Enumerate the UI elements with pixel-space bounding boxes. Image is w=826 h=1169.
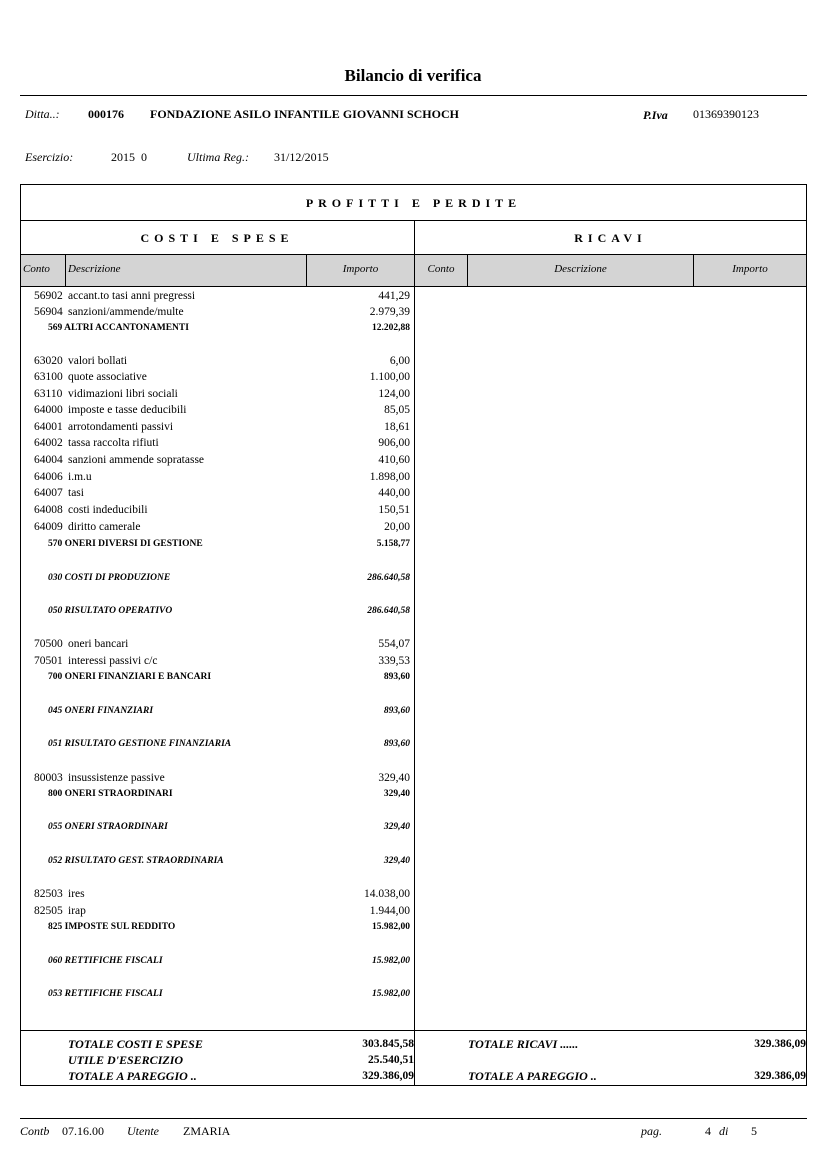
ricavi-title: RICAVI bbox=[574, 231, 647, 245]
subtotal-row bbox=[34, 919, 418, 935]
ultima-reg-label: Ultima Reg.: bbox=[187, 150, 249, 164]
footer-divider bbox=[20, 1118, 807, 1119]
account-code: 64006 bbox=[34, 471, 63, 483]
subtotal-row bbox=[34, 669, 418, 685]
account-code: 82503 bbox=[34, 888, 63, 900]
account-description: 053 RETTIFICHE FISCALI bbox=[48, 989, 163, 999]
account-amount: 150,51 bbox=[378, 504, 410, 516]
account-amount: 15.982,00 bbox=[372, 989, 410, 999]
utente-value: ZMARIA bbox=[183, 1124, 231, 1138]
account-amount: 329,40 bbox=[378, 772, 410, 784]
account-amount: 5.158,77 bbox=[376, 539, 410, 549]
subtotal-row bbox=[34, 786, 418, 802]
col-sep bbox=[65, 254, 66, 286]
utente-label: Utente bbox=[127, 1124, 159, 1138]
account-description: oneri bancari bbox=[68, 638, 129, 650]
header-bottom-line bbox=[20, 286, 807, 287]
group-total-row bbox=[34, 570, 418, 586]
account-amount: 329,40 bbox=[383, 856, 410, 866]
account-amount: 286.640,58 bbox=[367, 573, 410, 583]
account-amount: 1.944,00 bbox=[369, 905, 410, 917]
ultima-reg-value: 31/12/2015 bbox=[274, 150, 329, 164]
pareggio-right-value: 329.386,09 bbox=[754, 1070, 806, 1082]
totale-ricavi-value: 329.386,09 bbox=[754, 1038, 806, 1050]
group-total-row bbox=[34, 736, 418, 752]
account-description: costi indeducibili bbox=[68, 504, 148, 516]
ditta-code: 000176 bbox=[88, 107, 124, 121]
group-total-row bbox=[34, 819, 418, 835]
account-amount: 339,53 bbox=[378, 655, 410, 667]
totale-ricavi-label: TOTALE RICAVI ...... bbox=[468, 1037, 579, 1051]
account-amount: 554,07 bbox=[378, 638, 410, 650]
account-amount: 893,60 bbox=[383, 706, 410, 716]
account-description: interessi passivi c/c bbox=[68, 655, 158, 667]
account-amount: 14.038,00 bbox=[364, 888, 410, 900]
account-description: 800 ONERI STRAORDINARI bbox=[48, 789, 173, 799]
di-label: di bbox=[719, 1124, 729, 1138]
pareggio-left-label: TOTALE A PAREGGIO .. bbox=[68, 1069, 197, 1083]
account-description: ires bbox=[68, 888, 85, 900]
contb-label: Contb bbox=[20, 1124, 50, 1138]
account-row bbox=[34, 886, 418, 902]
account-row bbox=[34, 419, 418, 435]
account-amount: 329,40 bbox=[383, 822, 410, 832]
col-descrizione-left: Descrizione bbox=[66, 255, 306, 286]
account-description: valori bollati bbox=[68, 355, 128, 367]
account-amount: 1.898,00 bbox=[369, 471, 410, 483]
account-code: 64007 bbox=[34, 487, 63, 499]
account-amount: 20,00 bbox=[384, 521, 410, 533]
account-row bbox=[34, 402, 418, 418]
account-amount: 18,61 bbox=[384, 421, 410, 433]
col-sep bbox=[467, 254, 468, 286]
account-description: tassa raccolta rifiuti bbox=[68, 437, 159, 449]
account-description: 030 COSTI DI PRODUZIONE bbox=[48, 573, 171, 583]
account-description: insussistenze passive bbox=[68, 772, 165, 784]
subtotal-row bbox=[34, 320, 418, 336]
page-title: Bilancio di verifica bbox=[344, 66, 482, 85]
account-code: 64008 bbox=[34, 504, 63, 516]
account-code: 63110 bbox=[34, 388, 63, 400]
account-description: imposte e tasse deducibili bbox=[68, 404, 187, 416]
account-code: 80003 bbox=[34, 772, 63, 784]
col-sep bbox=[306, 254, 307, 286]
esercizio-value: 2015 0 bbox=[111, 150, 147, 164]
section-title: PROFITTI E PERDITE bbox=[305, 196, 522, 210]
account-code: 64009 bbox=[34, 521, 63, 533]
col-sep bbox=[693, 254, 694, 286]
account-description: 055 ONERI STRAORDINARI bbox=[48, 822, 168, 832]
account-amount: 893,60 bbox=[383, 672, 410, 682]
account-row bbox=[34, 770, 418, 786]
account-description: 825 IMPOSTE SUL REDDITO bbox=[48, 922, 176, 932]
account-code: 56902 bbox=[34, 290, 63, 302]
account-row bbox=[34, 288, 418, 304]
account-code: 64000 bbox=[34, 404, 63, 416]
esercizio-label: Esercizio: bbox=[25, 150, 74, 164]
account-amount: 410,60 bbox=[378, 454, 410, 466]
account-row bbox=[34, 519, 418, 535]
account-description: accant.to tasi anni pregressi bbox=[68, 290, 196, 302]
utile-value: 25.540,51 bbox=[368, 1054, 414, 1066]
account-description: vidimazioni libri sociali bbox=[68, 388, 178, 400]
account-description: 570 ONERI DIVERSI DI GESTIONE bbox=[48, 539, 203, 549]
account-amount: 85,05 bbox=[384, 404, 410, 416]
account-amount: 286.640,58 bbox=[367, 606, 410, 616]
account-row bbox=[34, 903, 418, 919]
costi-title: COSTI E SPESE bbox=[140, 231, 294, 245]
account-amount: 441,29 bbox=[378, 290, 410, 302]
account-description: 050 RISULTATO OPERATIVO bbox=[48, 606, 173, 616]
account-amount: 893,60 bbox=[383, 739, 410, 749]
group-total-row bbox=[34, 986, 418, 1002]
group-total-row bbox=[34, 703, 418, 719]
subtotal-row bbox=[34, 536, 418, 552]
account-row bbox=[34, 353, 418, 369]
account-code: 70500 bbox=[34, 638, 63, 650]
account-amount: 15.982,00 bbox=[372, 922, 410, 932]
account-amount: 440,00 bbox=[378, 487, 410, 499]
piva-label: P.Iva bbox=[643, 108, 668, 122]
group-total-row bbox=[34, 603, 418, 619]
account-description: 045 ONERI FINANZIARI bbox=[48, 706, 154, 716]
account-amount: 124,00 bbox=[378, 388, 410, 400]
col-importo-right: Importo bbox=[694, 255, 806, 286]
account-description: sanzioni ammende sopratasse bbox=[68, 454, 205, 466]
totale-costi-value: 303.845,58 bbox=[362, 1038, 414, 1050]
account-amount: 2.979,39 bbox=[369, 306, 410, 318]
account-code: 63100 bbox=[34, 371, 63, 383]
totals-divider bbox=[20, 1030, 807, 1031]
group-total-row bbox=[34, 953, 418, 969]
account-amount: 15.982,00 bbox=[372, 956, 410, 966]
account-amount: 6,00 bbox=[389, 355, 410, 367]
account-amount: 906,00 bbox=[378, 437, 410, 449]
col-importo-left: Importo bbox=[307, 255, 414, 286]
account-description: i.m.u bbox=[68, 471, 92, 483]
ditta-name: FONDAZIONE ASILO INFANTILE GIOVANNI SCHOCH bbox=[150, 107, 459, 121]
pareggio-left-value: 329.386,09 bbox=[362, 1070, 414, 1082]
account-row bbox=[34, 653, 418, 669]
pareggio-right-label: TOTALE A PAREGGIO .. bbox=[468, 1069, 597, 1083]
pag-label: pag. bbox=[641, 1124, 662, 1138]
account-description: 700 ONERI FINANZIARI E BANCARI bbox=[48, 672, 212, 682]
account-description: 052 RISULTATO GEST. STRAORDINARIA bbox=[48, 856, 224, 866]
account-code: 82505 bbox=[34, 905, 63, 917]
piva-value: 01369390123 bbox=[693, 107, 759, 121]
account-amount: 12.202,88 bbox=[372, 323, 410, 333]
account-description: quote associative bbox=[68, 371, 147, 383]
pag-value: 4 bbox=[705, 1124, 711, 1138]
contb-value: 07.16.00 bbox=[62, 1124, 104, 1138]
account-row bbox=[34, 304, 418, 320]
account-description: tasi bbox=[68, 487, 84, 499]
account-code: 56904 bbox=[34, 306, 63, 318]
account-row bbox=[34, 485, 418, 501]
account-row bbox=[34, 435, 418, 451]
account-row bbox=[34, 502, 418, 518]
account-description: 051 RISULTATO GESTIONE FINANZIARIA bbox=[48, 739, 232, 749]
account-code: 70501 bbox=[34, 655, 63, 667]
account-amount: 329,40 bbox=[383, 789, 410, 799]
totale-costi-label: TOTALE COSTI E SPESE bbox=[68, 1037, 203, 1051]
account-row bbox=[34, 469, 418, 485]
account-code: 63020 bbox=[34, 355, 63, 367]
account-description: 060 RETTIFICHE FISCALI bbox=[48, 956, 163, 966]
account-description: diritto camerale bbox=[68, 521, 141, 533]
account-row bbox=[34, 369, 418, 385]
account-code: 64001 bbox=[34, 421, 63, 433]
utile-label: UTILE D'ESERCIZIO bbox=[68, 1053, 184, 1067]
ditta-label: Ditta..: bbox=[25, 107, 60, 121]
account-code: 64004 bbox=[34, 454, 63, 466]
account-description: sanzioni/ammende/multe bbox=[68, 306, 184, 318]
group-total-row bbox=[34, 853, 418, 869]
account-description: irap bbox=[68, 905, 86, 917]
di-value: 5 bbox=[751, 1124, 757, 1138]
account-row bbox=[34, 452, 418, 468]
title-divider bbox=[20, 95, 807, 96]
account-code: 64002 bbox=[34, 437, 63, 449]
col-descrizione-right: Descrizione bbox=[468, 255, 693, 286]
account-row bbox=[34, 636, 418, 652]
account-description: 569 ALTRI ACCANTONAMENTI bbox=[48, 323, 189, 333]
account-description: arrotondamenti passivi bbox=[68, 421, 174, 433]
account-amount: 1.100,00 bbox=[369, 371, 410, 383]
col-conto-left: Conto bbox=[21, 255, 65, 286]
col-conto-right: Conto bbox=[415, 255, 467, 286]
account-row bbox=[34, 386, 418, 402]
